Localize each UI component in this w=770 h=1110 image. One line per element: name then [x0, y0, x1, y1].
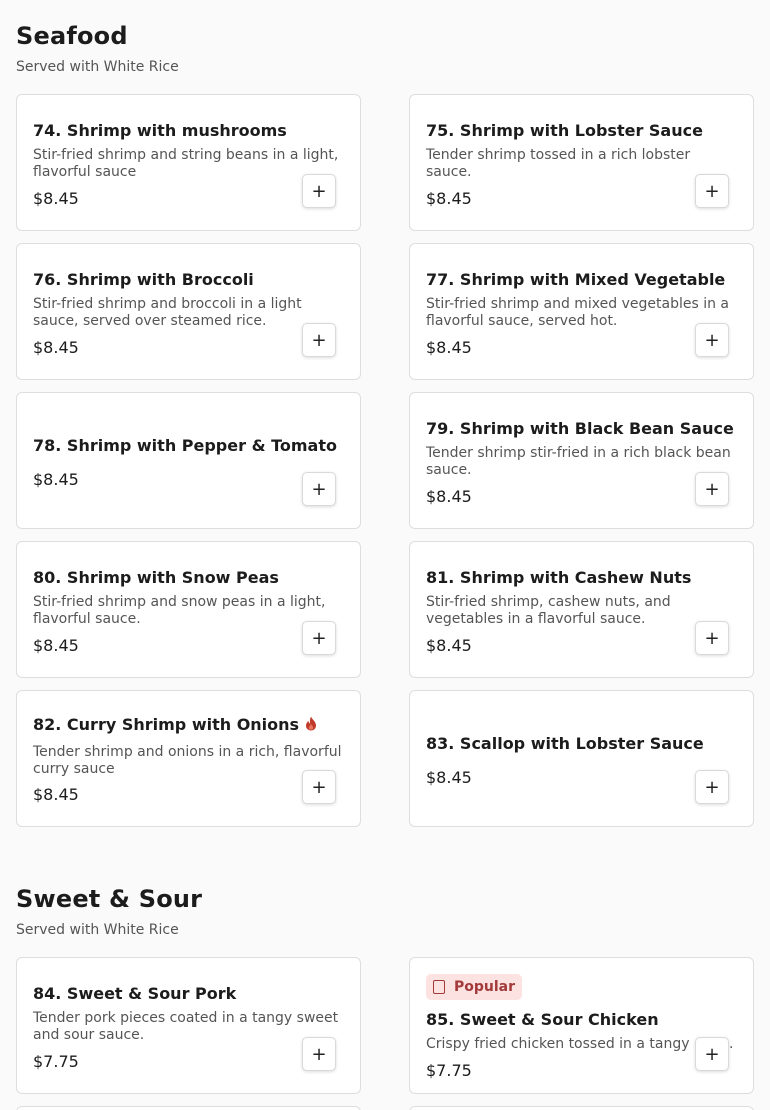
- item-name: 81. Shrimp with Cashew Nuts: [426, 568, 692, 587]
- add-to-cart-button[interactable]: +: [302, 621, 336, 655]
- item-name: 75. Shrimp with Lobster Sauce: [426, 121, 703, 140]
- item-name: 74. Shrimp with mushrooms: [33, 121, 287, 140]
- popular-icon: [433, 980, 445, 994]
- menu-item-card[interactable]: [16, 957, 361, 1094]
- add-to-cart-button[interactable]: +: [302, 323, 336, 357]
- menu-item-card[interactable]: [16, 94, 361, 231]
- item-name: 83. Scallop with Lobster Sauce: [426, 734, 704, 753]
- add-to-cart-button[interactable]: +: [695, 472, 729, 506]
- item-description: Tender shrimp stir-fried in a rich black bean sauce.: [426, 445, 731, 478]
- item-description: Stir-fried shrimp, cashew nuts, and vegetables in a flavorful sauce.: [426, 594, 671, 627]
- item-price: $8.45: [426, 338, 472, 357]
- item-name: 85. Sweet & Sour Chicken: [426, 1010, 659, 1029]
- item-price: $8.45: [33, 189, 79, 208]
- item-description: Tender shrimp tossed in a rich lobster sauce.: [426, 147, 691, 180]
- flame-icon: [305, 716, 317, 735]
- item-price: $8.45: [426, 189, 472, 208]
- add-to-cart-button[interactable]: +: [302, 1037, 336, 1071]
- item-description-tail: .: [729, 1036, 734, 1052]
- add-to-cart-button[interactable]: +: [302, 770, 336, 804]
- item-price: $8.45: [426, 636, 472, 655]
- item-name: 78. Shrimp with Pepper & Tomato: [33, 436, 337, 455]
- item-name: 76. Shrimp with Broccoli: [33, 270, 254, 289]
- add-to-cart-button[interactable]: +: [302, 472, 336, 506]
- section-subtitle-sweet-sour: Served with White Rice: [16, 922, 179, 938]
- menu-item-card[interactable]: [16, 1106, 361, 1110]
- popular-badge: [426, 974, 522, 1000]
- section-title-sweet-sour: Sweet & Sour: [16, 885, 203, 913]
- item-description: Stir-fried shrimp and mixed vegetables in a flavorful sauce, served hot.: [426, 296, 730, 329]
- item-name-text: 82. Curry Shrimp with Onions: [33, 715, 300, 734]
- item-name: 80. Shrimp with Snow Peas: [33, 568, 279, 587]
- menu-item-card[interactable]: [409, 94, 754, 231]
- menu-item-card[interactable]: [409, 690, 754, 827]
- item-description: Crispy fried chicken tossed in a tangy: [426, 1036, 690, 1052]
- add-to-cart-button[interactable]: +: [695, 621, 729, 655]
- menu-item-card[interactable]: [409, 541, 754, 678]
- add-to-cart-button[interactable]: +: [695, 1037, 729, 1071]
- item-price: $8.45: [33, 470, 79, 489]
- add-to-cart-button[interactable]: +: [695, 323, 729, 357]
- item-price: $8.45: [33, 785, 79, 804]
- item-description: Stir-fried shrimp and string beans in a light, flavorful sauce: [33, 147, 339, 180]
- menu-item-card[interactable]: [409, 243, 754, 380]
- popular-badge-label: Popular: [454, 979, 516, 995]
- item-name: [33, 715, 317, 735]
- item-description: Tender shrimp and onions in a rich, flavorful curry sauce: [33, 744, 342, 777]
- item-name: 84. Sweet & Sour Pork: [33, 984, 237, 1003]
- section-subtitle-seafood: Served with White Rice: [16, 59, 179, 75]
- menu-item-card[interactable]: [16, 541, 361, 678]
- menu-item-card[interactable]: [16, 243, 361, 380]
- item-description: Tender pork pieces coated in a tangy sweet and sour sauce.: [33, 1010, 339, 1043]
- add-to-cart-button[interactable]: +: [695, 770, 729, 804]
- item-description: Stir-fried shrimp and snow peas in a light, flavorful sauce.: [33, 594, 326, 627]
- menu-item-card[interactable]: [409, 1106, 754, 1110]
- menu-item-card[interactable]: [409, 392, 754, 529]
- add-to-cart-button[interactable]: +: [695, 174, 729, 208]
- item-price: $7.75: [426, 1061, 472, 1080]
- item-price: $8.45: [33, 338, 79, 357]
- item-price: $7.75: [33, 1052, 79, 1071]
- item-name: 79. Shrimp with Black Bean Sauce: [426, 419, 734, 438]
- item-price: $8.45: [426, 768, 472, 787]
- add-to-cart-button[interactable]: +: [302, 174, 336, 208]
- section-title-seafood: Seafood: [16, 22, 128, 50]
- menu-item-card[interactable]: [16, 392, 361, 529]
- item-description: Stir-fried shrimp and broccoli in a light sauce, served over steamed rice.: [33, 296, 302, 329]
- item-price: $8.45: [33, 636, 79, 655]
- item-name: 77. Shrimp with Mixed Vegetable: [426, 270, 726, 289]
- item-price: $8.45: [426, 487, 472, 506]
- menu-item-card[interactable]: [16, 690, 361, 827]
- menu-item-card[interactable]: [409, 957, 754, 1094]
